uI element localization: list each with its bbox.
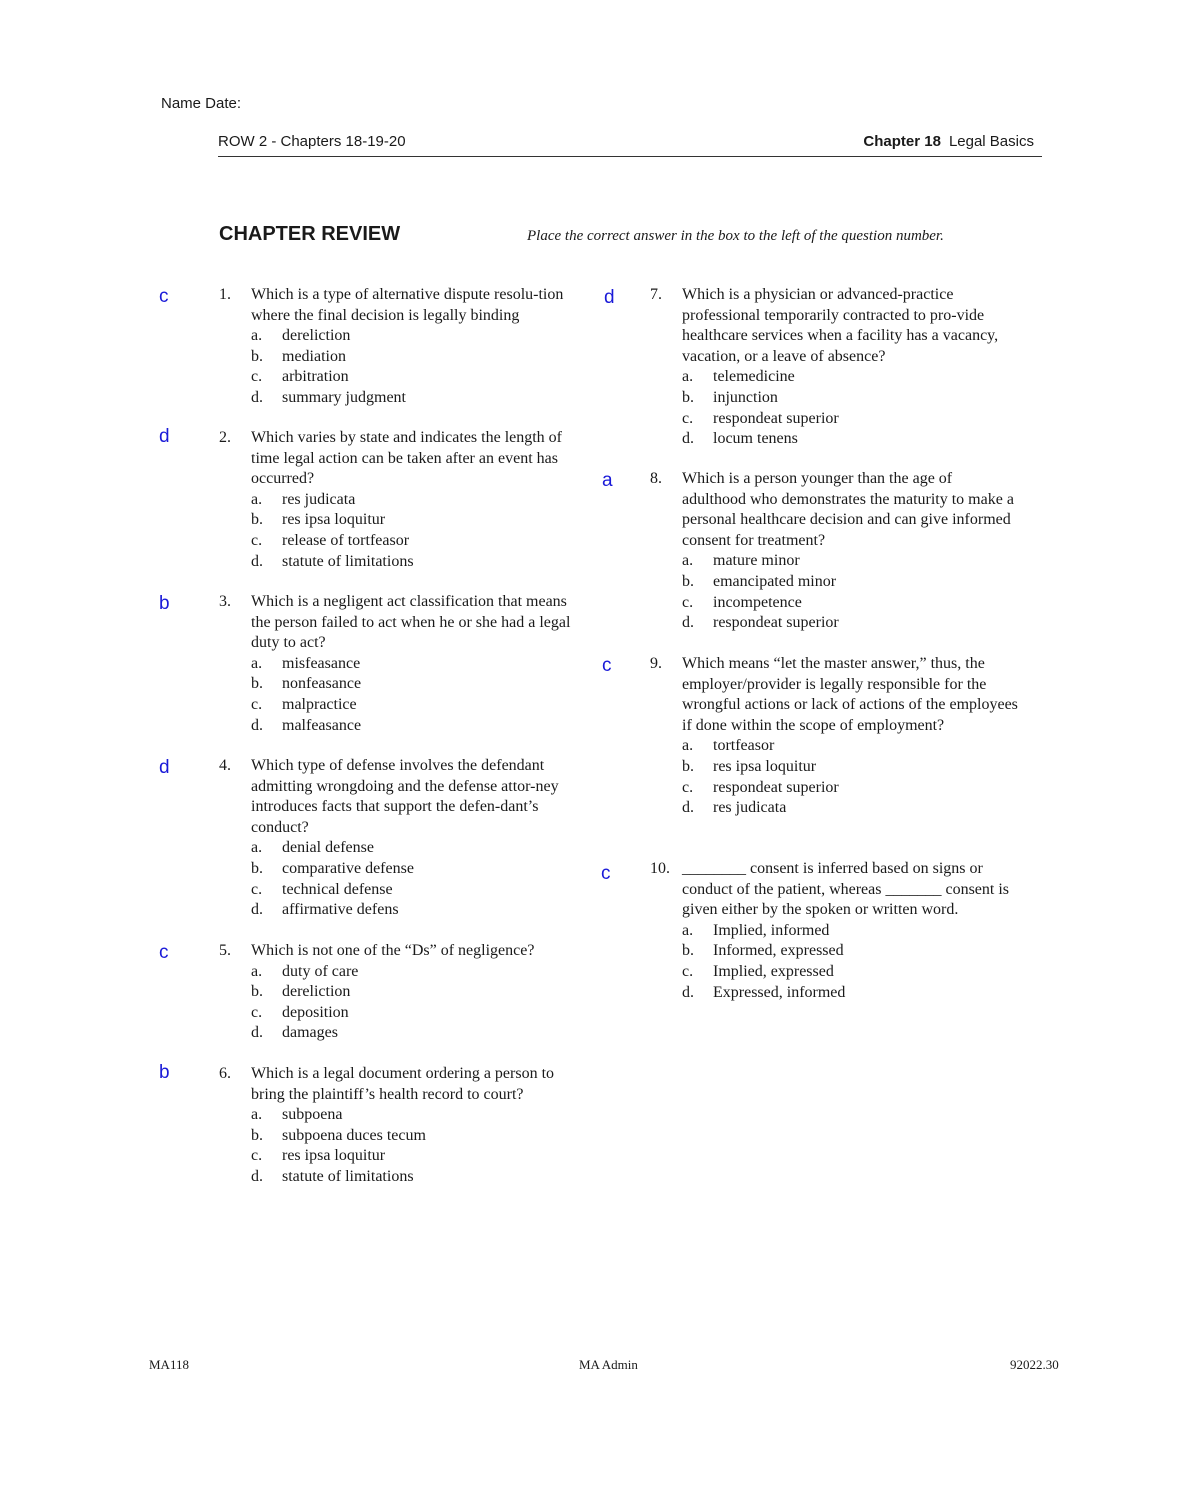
question-text: Which is not one of the “Ds” of negligence? <box>251 942 535 959</box>
question-text: Which is a physician or advanced-practice professional temporarily contracted to pro-vide healthcare services when a facility has a vacancy, vacation, or a leave of absence? <box>682 286 999 365</box>
option-c: c. respondeat superior <box>682 778 839 796</box>
question-text: Which means “let the master answer,” thus, the employer/provider is legally responsible for the wrongful actions or lack of actions of the employees if done within the scope of employment? <box>682 655 1018 734</box>
option-d: d. summary judgment <box>251 388 406 406</box>
option-a: a. telemedicine <box>682 368 795 386</box>
option-b: b. comparative defense <box>251 859 414 877</box>
header-divider <box>218 156 1042 157</box>
option-b: b. Informed, expressed <box>682 942 844 960</box>
option-c: c. technical defense <box>251 880 393 898</box>
option-b: b. res ipsa loquitur <box>251 511 386 529</box>
question-text: ________ consent is inferred based on signs or conduct of the patient, whereas _______ consent is given either by the spoken or written word. <box>682 860 1010 919</box>
question-text: Which is a person younger than the age of adulthood who demonstrates the maturity to make a personal healthcare decision and can give informed consent for treatment? <box>682 470 1014 549</box>
question-number: 3. <box>219 593 231 610</box>
option-d: d. affirmative defens <box>251 901 399 919</box>
option-d: d. damages <box>251 1024 338 1042</box>
name-date-label: Name Date: <box>161 95 242 112</box>
running-header-title: ROW 2 - Chapters 18-19-20 <box>218 133 406 150</box>
option-d: d. statute of limitations <box>251 1167 414 1185</box>
option-c: c. res ipsa loquitur <box>251 1147 386 1165</box>
answer-box-3[interactable]: b <box>159 593 170 614</box>
option-b: b. nonfeasance <box>251 675 362 693</box>
option-d: d. res judicata <box>682 799 787 817</box>
option-a: a. denial defense <box>251 839 374 857</box>
option-a: a. res judicata <box>251 490 356 508</box>
question-text: Which type of defense involves the defendant admitting wrongdoing and the defense attor-ney introduces facts that support the defen-dant’s conduct? <box>251 757 559 836</box>
question-number: 9. <box>650 655 662 672</box>
answer-box-1[interactable]: c <box>159 286 169 307</box>
option-c: c. malpractice <box>251 695 357 713</box>
answer-box-8[interactable]: a <box>602 470 613 491</box>
question-4 <box>219 756 589 921</box>
answer-box-6[interactable]: b <box>159 1062 170 1083</box>
option-d: d. statute of limitations <box>251 552 414 570</box>
question-number: 8. <box>650 470 662 487</box>
question-7 <box>650 285 1020 450</box>
question-number: 7. <box>650 286 662 303</box>
question-number: 2. <box>219 429 231 446</box>
option-a: a. subpoena <box>251 1106 343 1124</box>
option-a: a. duty of care <box>251 962 359 980</box>
question-number: 10. <box>650 860 670 877</box>
question-2 <box>219 428 589 572</box>
option-a: a. mature minor <box>682 552 800 570</box>
question-number: 5. <box>219 942 231 959</box>
option-a: a. misfeasance <box>251 654 361 672</box>
option-c: c. deposition <box>251 1003 349 1021</box>
answer-box-2[interactable]: d <box>159 426 170 447</box>
option-d: d. malfeasance <box>251 716 362 734</box>
question-text: Which is a legal document ordering a person to bring the plaintiff’s health record to court? <box>251 1065 555 1103</box>
question-number: 4. <box>219 757 231 774</box>
question-number: 6. <box>219 1065 231 1082</box>
option-c: c. release of tortfeasor <box>251 531 410 549</box>
option-c: c. arbitration <box>251 368 349 386</box>
footer-course-code: MA118 <box>149 1357 189 1372</box>
option-a: a. Implied, informed <box>682 921 830 939</box>
question-1 <box>219 285 589 409</box>
section-title: CHAPTER REVIEW <box>219 223 401 245</box>
option-d: d. Expressed, informed <box>682 983 846 1001</box>
question-text: Which varies by state and indicates the length of time legal action can be taken after an event has occurred? <box>251 429 563 488</box>
question-6 <box>219 1064 589 1188</box>
question-8 <box>650 469 1020 634</box>
option-d: d. respondeat superior <box>682 614 839 632</box>
option-a: a. tortfeasor <box>682 737 775 755</box>
question-5 <box>219 941 589 1044</box>
question-text: Which is a type of alternative dispute resolu-tion where the final decision is legally binding <box>251 286 564 324</box>
answer-box-7[interactable]: d <box>604 287 615 308</box>
question-number: 1. <box>219 286 231 303</box>
option-b: b. dereliction <box>251 983 351 1001</box>
question-10 <box>650 859 1020 1003</box>
footer-page-id: 92022.30 <box>1010 1357 1059 1372</box>
option-b: b. emancipated minor <box>682 572 837 590</box>
answer-box-5[interactable]: c <box>159 942 169 963</box>
option-a: a. dereliction <box>251 327 351 345</box>
answer-box-9[interactable]: c <box>602 655 612 676</box>
chapter-label: Chapter 18 <box>863 133 941 150</box>
question-text: Which is a negligent act classification that means the person failed to act when he or she had a legal duty to act? <box>251 593 571 652</box>
option-b: b. res ipsa loquitur <box>682 757 817 775</box>
answer-box-4[interactable]: d <box>159 757 170 778</box>
footer-course-name: MA Admin <box>579 1357 638 1372</box>
question-9 <box>650 654 1020 819</box>
question-3 <box>219 592 589 736</box>
option-b: b. injunction <box>682 388 778 406</box>
option-c: c. Implied, expressed <box>682 962 834 980</box>
answer-box-10[interactable]: c <box>601 863 611 884</box>
option-d: d. locum tenens <box>682 430 798 448</box>
chapter-subtitle: Legal Basics <box>948 133 1034 150</box>
option-c: c. respondeat superior <box>682 409 839 427</box>
option-b: b. mediation <box>251 347 346 365</box>
option-b: b. subpoena duces tecum <box>251 1126 426 1144</box>
option-c: c. incompetence <box>682 593 802 611</box>
instructions-text: Place the correct answer in the box to the left of the question number. <box>527 228 944 244</box>
running-header-chapter <box>863 133 1034 150</box>
